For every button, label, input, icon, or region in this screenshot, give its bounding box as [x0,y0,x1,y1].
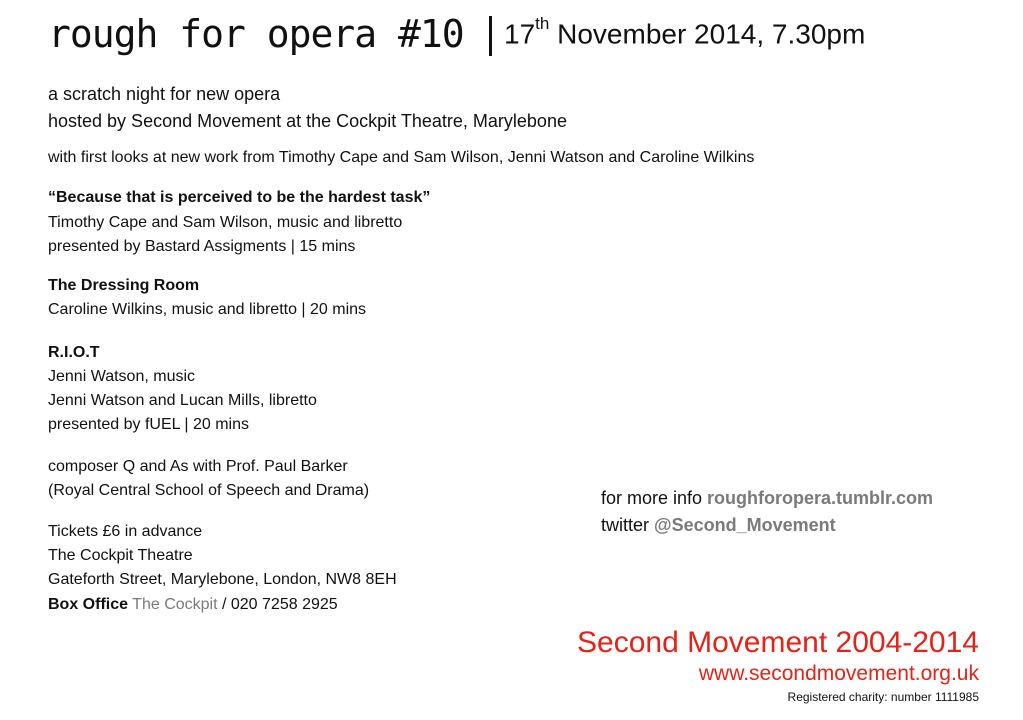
qa-line-2: (Royal Central School of Speech and Drama) [48,482,370,499]
qa-line-1: composer Q and As with Prof. Paul Barker [48,458,348,475]
twitter-label: twitter [601,515,655,535]
org-website-link[interactable]: www.secondmovement.org.uk [698,662,979,685]
work-detail: presented by fUEL | 20 mins [48,416,249,433]
page-title: rough for opera #10 [48,12,464,56]
work-title: “Because that is perceived to be the hardest task” [48,189,431,206]
work-detail: Jenni Watson and Lucan Mills, libretto [48,392,317,409]
box-office-phone: / 020 7258 2925 [217,596,338,613]
intro-line-3: with first looks at new work from Timothy Cape and Sam Wilson, Jenni Watson and Caroline Wilkins [48,149,755,166]
twitter-line [601,515,836,536]
work-detail: Timothy Cape and Sam Wilson, music and libretto [48,214,403,231]
date-rest: November 2014, 7.30pm [549,18,866,50]
twitter-handle-link[interactable]: @Second_Movement [654,515,836,535]
box-office-label: Box Office [48,596,129,613]
org-name: Second Movement 2004-2014 [577,626,979,659]
work-title: The Dressing Room [48,277,200,294]
title-divider [489,16,492,56]
tickets-price: Tickets £6 in advance [48,523,203,540]
work-detail: Jenni Watson, music [48,368,196,385]
box-office-venue-link[interactable]: The Cockpit [132,596,218,613]
venue-name: The Cockpit Theatre [48,547,193,564]
venue-address: Gateforth Street, Marylebone, London, NW8 8EH [48,571,397,588]
date-suffix: th [535,14,550,33]
charity-number: Registered charity: number 1111985 [787,690,979,704]
more-info-line [601,488,933,509]
work-detail: Caroline Wilkins, music and libretto | 20 mins [48,301,367,318]
tumblr-link[interactable]: roughforopera.tumblr.com [707,488,934,508]
box-office-line [48,596,338,614]
more-info-label: for more info [601,488,708,508]
date-day: 17 [504,18,536,50]
work-title: R.I.O.T [48,344,100,361]
event-date [504,14,866,50]
work-detail: presented by Bastard Assigments | 15 mins [48,238,356,255]
intro-line-2: hosted by Second Movement at the Cockpit Theatre, Marylebone [48,111,567,131]
intro-line-1: a scratch night for new opera [48,84,281,104]
